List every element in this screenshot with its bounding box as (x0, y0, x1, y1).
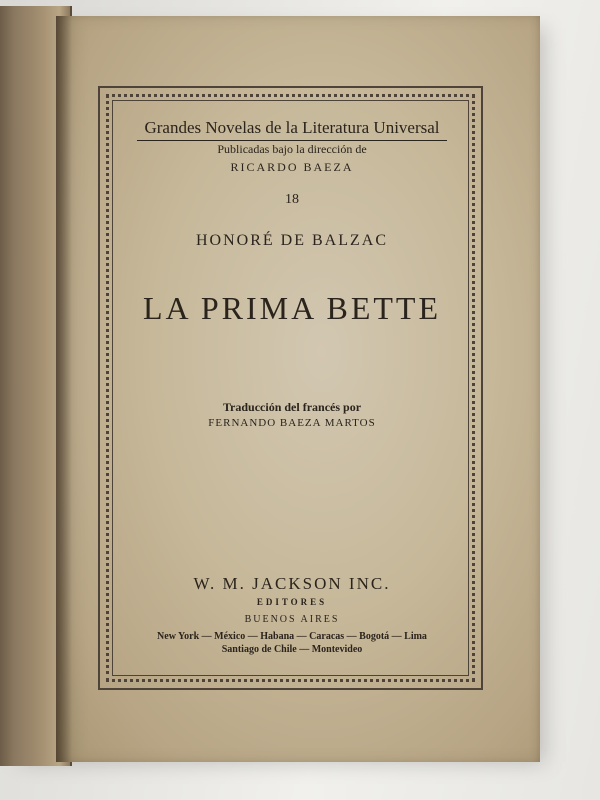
author-name: HONORÉ DE BALZAC (196, 232, 388, 249)
publisher-city: BUENOS AIRES (244, 614, 340, 625)
volume-number: 18 (285, 192, 299, 207)
publisher-name: W. M. JACKSON INC. (193, 574, 391, 593)
cities-line-2: Santiago de Chile — Montevideo (221, 644, 363, 655)
book-title: LA PRIMA BETTE (142, 290, 441, 326)
director-name: RICARDO BAEZA (230, 160, 354, 174)
cities-line-1: New York — México — Habana — Caracas — Bogotá — Lima (157, 631, 427, 642)
director-line: Publicadas bajo la dirección de (217, 142, 367, 156)
page-gutter-shadow (56, 16, 72, 762)
series-name: Grandes Novelas de la Literatura Universal (137, 118, 447, 141)
publisher-subtitle: EDITORES (256, 597, 328, 607)
translator-name: FERNANDO BAEZA MARTOS (208, 417, 376, 429)
translation-line: Traducción del francés por (222, 400, 362, 414)
